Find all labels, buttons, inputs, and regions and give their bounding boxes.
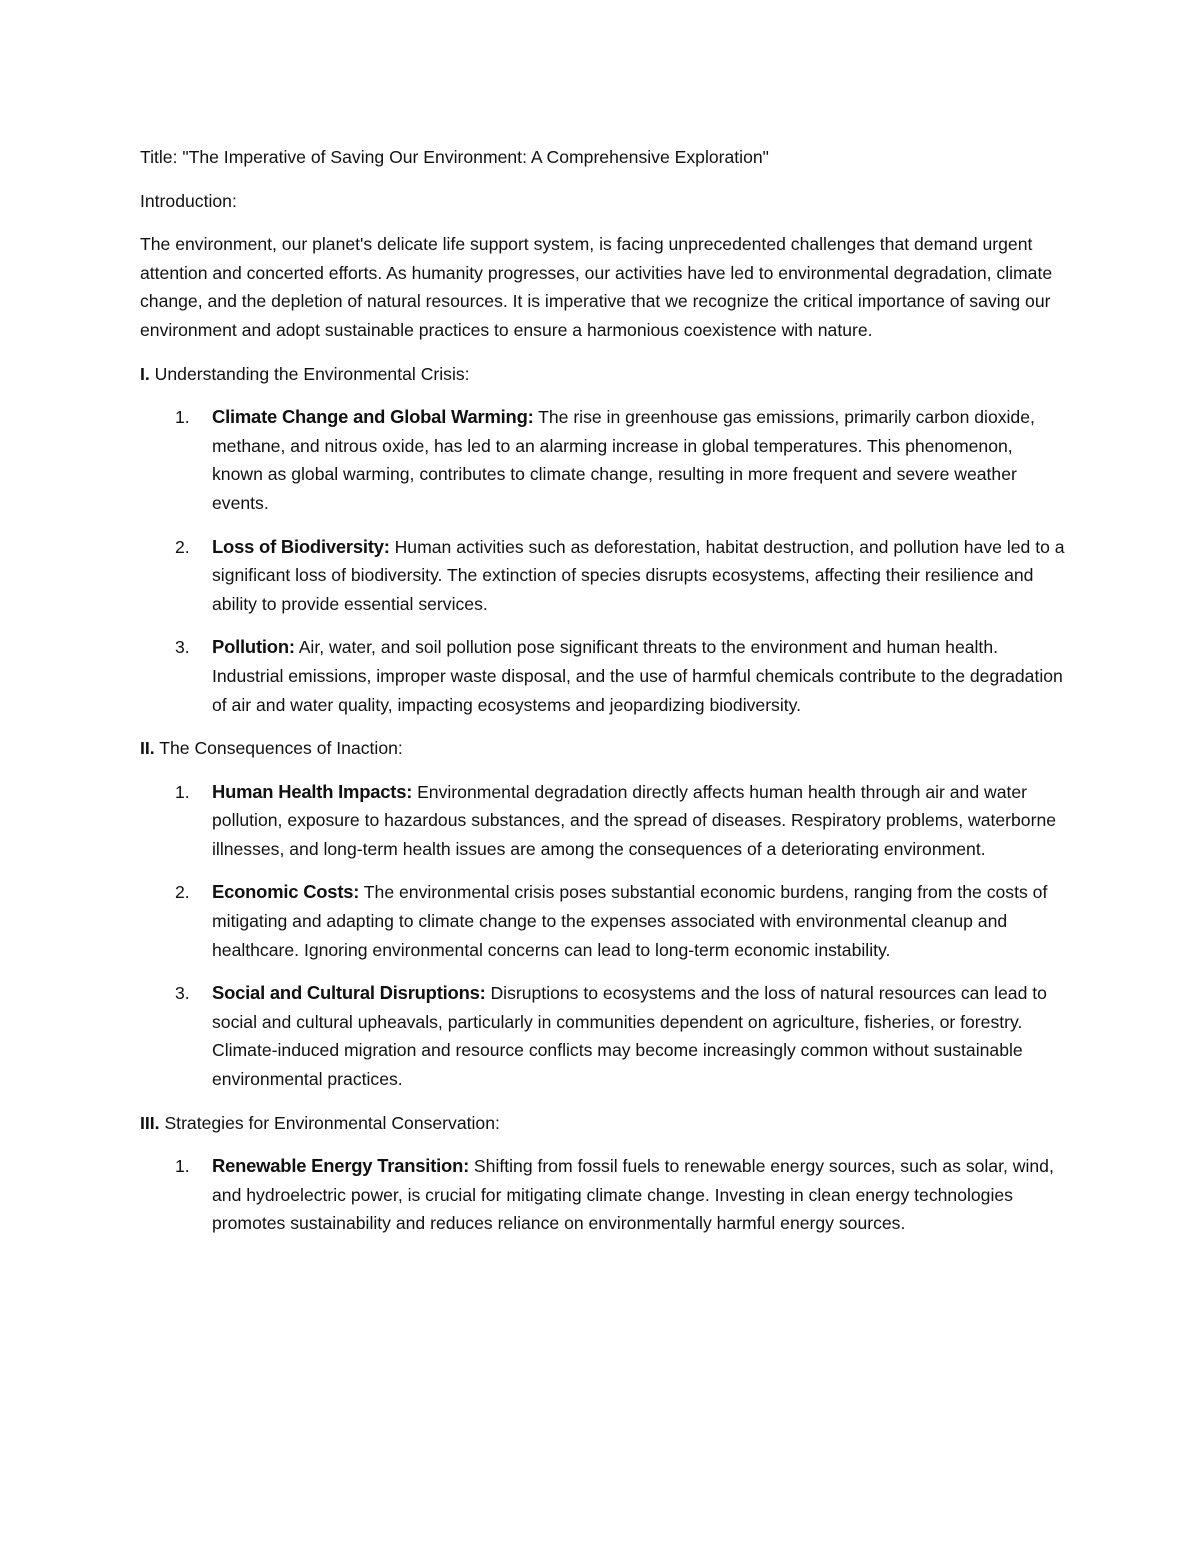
introduction-heading: Introduction: [140,190,237,211]
list-item [140,1152,1065,1238]
list-item [140,403,1065,517]
section-title: Strategies for Environmental Conservation: [159,1112,500,1133]
section-numeral: III. [140,1112,160,1133]
document-title: Title: "The Imperative of Saving Our Environment: A Comprehensive Exploration" [140,147,769,167]
list-number: 2. [175,536,190,557]
list-item-term: Renewable Energy Transition: [212,1155,470,1177]
list-item-term: Climate Change and Global Warming: [212,406,534,428]
list-item-text: Environmental degradation directly affects human health through air and water pollution, exposure to hazardous substances, and the spread of diseases. Respiratory problems, waterborne illnesses, and long-term health issues are among the consequences of a deteriorating environment. [212,781,1057,859]
section-numeral: I. [140,363,150,384]
list-number: 1. [175,1156,190,1177]
list-number: 3. [175,983,190,1004]
list-item [140,878,1065,964]
list-item-text: Shifting from fossil fuels to renewable energy sources, such as solar, wind, and hydroelectric power, is crucial for mitigating climate change. Investing in clean energy technologies promotes sustainability and reduces reliance on environmentally harmful energy sources. [212,1156,1054,1234]
section-title: Understanding the Environmental Crisis: [149,363,470,384]
section-list [140,778,1065,1094]
list-item-text: The rise in greenhouse gas emissions, primarily carbon dioxide, methane, and nitrous oxide, has led to an alarming increase in global temperatures. This phenomenon, known as global warming, contributes to climate change, resulting in more frequent and severe weather events. [212,407,1035,513]
list-number: 1. [175,407,190,428]
list-item-term: Loss of Biodiversity: [212,535,390,557]
list-number: 3. [175,637,190,658]
introduction-paragraph: The environment, our planet's delicate life support system, is facing unprecedented challenges that demand urgent attention and concerted efforts. As humanity progresses, our activities have led to environmental degradation, climate change, and the depletion of natural resources. It is imperative that we recognize the critical importance of saving our environment and adopt sustainable practices to ensure a harmonious coexistence with nature. [140,234,1053,340]
list-item-term: Human Health Impacts: [212,780,413,802]
list-item-text: The environmental crisis poses substantial economic burdens, ranging from the costs of mitigating and adapting to climate change to the expenses associated with environmental cleanup and healthcare. Ignoring environmental concerns can lead to long-term economic instability. [212,882,1048,960]
section-numeral: II. [140,738,155,759]
document-body [140,143,1065,1253]
list-number: 1. [175,781,190,802]
section-list [140,1152,1065,1238]
list-item-term: Pollution: [212,636,295,658]
list-item [140,778,1065,864]
list-number: 2. [175,882,190,903]
list-item [140,979,1065,1093]
list-item [140,533,1065,619]
section-title: The Consequences of Inaction: [154,738,403,759]
list-item-text: Human activities such as deforestation, habitat destruction, and pollution have led to a significant loss of biodiversity. The extinction of species disrupts ecosystems, affecting their resilience and ability to provide essential services. [212,536,1065,614]
section-list [140,403,1065,719]
list-item-text: Disruptions to ecosystems and the loss of natural resources can lead to social and cultural upheavals, particularly in communities dependent on agriculture, fisheries, or forestry. Climate-induced migration and resource conflicts may become increasingly common without sustainable environmental practices. [212,983,1047,1090]
section-heading [140,734,1065,763]
list-item [140,633,1065,719]
list-item-term: Economic Costs: [212,881,360,903]
section-heading [140,360,1065,389]
list-item-text: Air, water, and soil pollution pose significant threats to the environment and human health. Industrial emissions, improper waste disposal, and the use of harmful chemicals contribute to the degradation of air and water quality, impacting ecosystems and jeopardizing biodiversity. [212,637,1063,715]
section-heading [140,1109,1065,1138]
list-item-term: Social and Cultural Disruptions: [212,982,486,1004]
